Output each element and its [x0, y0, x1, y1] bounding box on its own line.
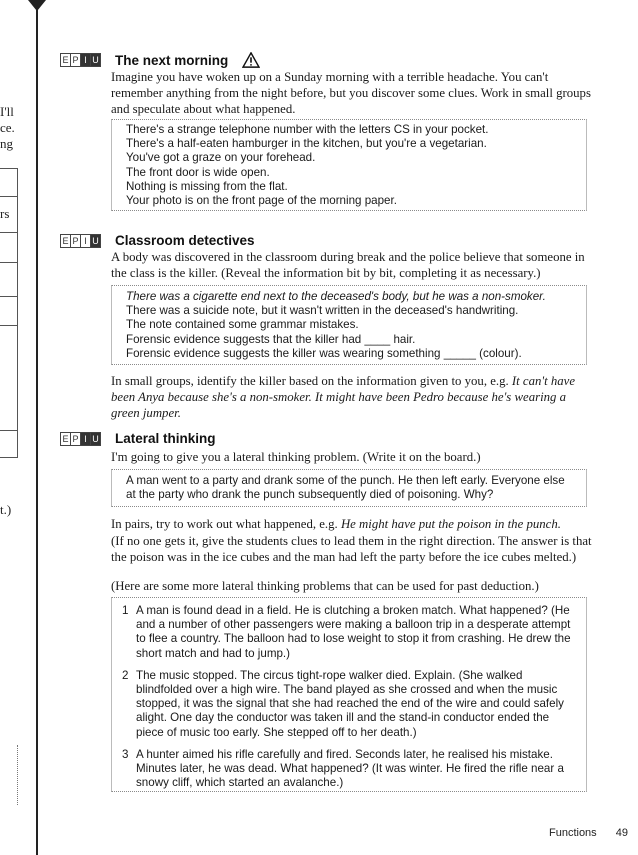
list-item	[122, 669, 572, 740]
clue-line: There's a half-eaten hamburger in the kitchen, but you're a vegetarian.	[126, 137, 487, 151]
section-title: Classroom detectives	[115, 233, 255, 248]
page-number: 49	[615, 827, 628, 839]
icon-i: I	[81, 433, 91, 445]
clue-line: The front door is wide open.	[126, 165, 270, 179]
followup-example: It can't have been Anya because she's a non-smoker. It might have been Pedro because he's wearing a green jumper.	[111, 374, 576, 420]
margin-fragment: ng	[0, 136, 13, 151]
clue-box	[111, 119, 587, 211]
pairs-instruction	[111, 516, 596, 532]
section-intro: Imagine you have woken up on a Sunday morning with a terrible headache. You can't remember anything from the night before, but you discover some clues. Work in small groups and speculate about what happened.	[111, 70, 591, 116]
margin-rule	[0, 196, 18, 197]
margin-rule	[17, 745, 19, 805]
clue-line: Forensic evidence suggests that the killer had ____ hair.	[126, 332, 416, 346]
section-heading-lateral-thinking	[60, 431, 216, 446]
margin-rule	[0, 296, 18, 297]
clue-line: There's a strange telephone number with the letters CS in your pocket.	[126, 123, 489, 136]
icon-e: E	[61, 433, 71, 445]
margin-rule	[0, 168, 18, 169]
margin-fragment: rs	[0, 206, 10, 221]
clue-line: There was a suicide note, but it wasn't written in the deceased's handwriting.	[126, 304, 519, 318]
margin-fragment: I'll	[0, 104, 14, 119]
margin-rule	[0, 457, 18, 458]
section-title: The next morning	[115, 52, 229, 68]
pairs-example: He might have put the poison in the punch.	[340, 517, 561, 531]
problem-text: A man went to a party and drank some of the punch. He then left early. Everyone else at the party who drank the punch subsequently died of poisoning. Why?	[126, 474, 565, 502]
clue-line: The note contained some grammar mistakes.	[126, 318, 359, 332]
item-text: A man is found dead in a field. He is clutching a broken match. What happened? (He and a number of other passengers were making a balloon trip in a desperate attempt to flee a country. The balloon had to lose weight to stop it from crashing. He drew the short match and had to jump.)	[136, 604, 571, 660]
margin-rule	[0, 232, 18, 233]
clue-line: There was a cigarette end next to the deceased's body, but he was a non-smoker.	[126, 290, 546, 303]
answer-text: (If no one gets it, give the students clues to lead them in the right direction. The answer is that the poison was in the ice cubes and the man had left the party before the ice cubes melted.)	[111, 534, 592, 564]
margin-rule	[17, 168, 18, 458]
icon-u: U	[92, 433, 99, 444]
clue-box	[111, 285, 587, 365]
clue-line: Forensic evidence suggests the killer was wearing something _____ (colour).	[126, 346, 522, 360]
icon-u: U	[92, 235, 99, 246]
activity-type-icons	[60, 53, 101, 67]
item-text: The music stopped. The circus tight-rope walker died. Explain. (She walked blindfolded over a high wire. The band played as she crossed and when the music stopped, it was the signal that she had reached the end of the wire and could safely alight. One day the conductor was taken ill and the stand-in conductor ended the piece of music too early. She stepped off to her death.)	[136, 668, 564, 739]
list-item	[122, 604, 572, 661]
icon-u: U	[92, 55, 99, 65]
item-number: 1	[122, 604, 129, 617]
margin-rule	[0, 430, 18, 431]
more-problems-note: (Here are some more lateral thinking problems that can be used for past deduction.)	[111, 579, 539, 593]
clue-line: Nothing is missing from the flat.	[126, 179, 288, 193]
icon-i: I	[81, 235, 91, 247]
section-heading-next-morning	[60, 52, 260, 68]
pairs-text: In pairs, try to work out what happened, e.g.	[111, 517, 341, 531]
icon-p: P	[71, 235, 81, 247]
item-number: 2	[122, 668, 129, 682]
problem-box	[111, 469, 587, 507]
section-heading-classroom-detectives	[60, 233, 255, 248]
section-followup	[111, 373, 596, 421]
section-title: Lateral thinking	[115, 431, 216, 446]
page-footer	[533, 827, 628, 839]
margin-fragment: t.)	[0, 502, 12, 517]
margin-fragment: ce.	[0, 120, 15, 135]
margin-rule	[0, 262, 18, 263]
icon-e: E	[61, 54, 71, 66]
clue-line: You've got a graze on your forehead.	[126, 151, 316, 165]
icon-p: P	[71, 54, 81, 66]
icon-p: P	[71, 433, 81, 445]
item-number: 3	[122, 747, 129, 761]
section-intro: A body was discovered in the classroom during break and the police believe that someone in the class is the killer. (Reveal the information bit by bit, completing it as necessary.)	[111, 250, 585, 280]
margin-rule	[0, 325, 18, 326]
list-item	[122, 748, 572, 791]
footer-section: Functions	[548, 827, 597, 839]
spine-line	[36, 0, 38, 855]
clue-line: Your photo is on the front page of the morning paper.	[126, 194, 397, 208]
section-intro: I'm going to give you a lateral thinking problem. (Write it on the board.)	[111, 450, 481, 464]
spine-top-mark	[28, 0, 46, 10]
activity-type-icons	[60, 432, 101, 446]
activity-type-icons	[60, 234, 101, 248]
warning-icon	[242, 52, 260, 68]
icon-i: I	[81, 54, 91, 66]
icon-e: E	[61, 235, 71, 247]
followup-text: In small groups, identify the killer based on the information given to you, e.g.	[111, 374, 512, 388]
problems-box	[111, 597, 587, 792]
item-text: A hunter aimed his rifle carefully and fired. Seconds later, he realised his mistake. Minutes later, he was dead. What happened? (It was winter. He fired the rifle near a snowy cliff, which started an avalanche.)	[136, 747, 564, 790]
